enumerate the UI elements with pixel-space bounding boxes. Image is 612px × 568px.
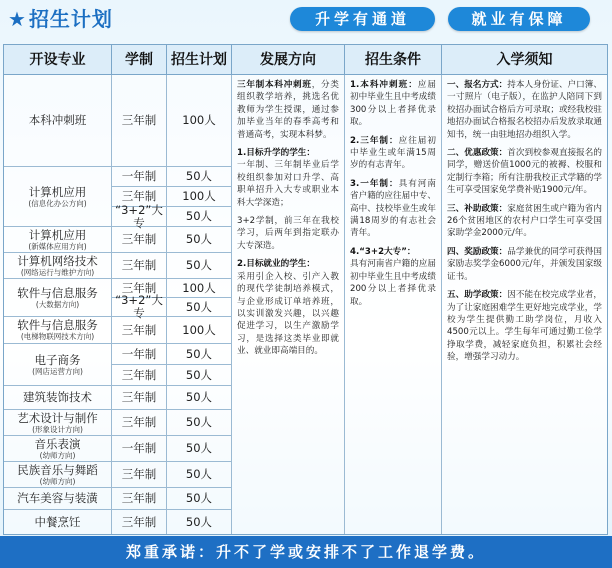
duration-cell: 三年制: [112, 75, 167, 167]
plan-cell: 50人: [167, 344, 232, 365]
duration-cell: 一年制: [112, 436, 167, 462]
duration-cell: 三年制: [112, 510, 167, 534]
plan-cell: 50人: [167, 436, 232, 462]
page-title: ★ 招生计划: [8, 7, 113, 31]
major-cell: 电子商务 (网店运营方向): [4, 344, 112, 386]
header-major: 开设专业: [4, 45, 112, 75]
duration-cell: “3+2”大专: [112, 298, 167, 317]
major-cell: 建筑装饰技术: [4, 386, 112, 410]
duration-cell: “3+2”大专: [112, 207, 167, 227]
major-cell: 汽车美容与装潢: [4, 488, 112, 510]
header-notice: 入学须知: [442, 45, 607, 75]
notice-cell: 一、报名方式：持本人身份证、户口簿、一寸照片（电子版），在监护人陪同下到校招办面试合格后方可录取；或经我校驻地招办面试合格报名校招办后发放录取通知书，统一由驻地招办组织入学。 二、优惠政策：首次到校参观直接报名的同学，赠送价值1000元的被褥、校服和定制行李箱；所有注册我校正式学籍的学生可享受国家免学费补贴1900元/年。 三、补助政策：家庭贫困生或户籍为省内26个贫困地区的农村户口学生可享受国家助学金2000元/年。 四、奖励政策：品学兼优的同学可获得国家励志奖学金6000元/年，并颁发国家级证书。 五、助学政策：因不能在校完成学业者，为了让家庭困难学生更好地完成学业，学校为学生提供勤工助学岗位，月收入4500元以上。学生每年可通过勤工俭学挣取学费，减轻家庭负担，积累社会经验，增强学习动力。: [447, 80, 602, 363]
plan-cell: 50人: [167, 253, 232, 279]
duration-cell: 三年制: [112, 365, 167, 386]
major-cell: 中餐烹饪: [4, 510, 112, 534]
header-conditions: 招生条件: [345, 45, 442, 75]
duration-cell: 三年制: [112, 279, 167, 298]
duration-cell: 三年制: [112, 462, 167, 488]
plan-cell: 50人: [167, 410, 232, 436]
major-cell: 软件与信息服务 (电梯物联网技术方向): [4, 317, 112, 344]
plan-cell: 50人: [167, 386, 232, 410]
plan-cell: 50人: [167, 462, 232, 488]
header-plan: 招生计划: [167, 45, 232, 75]
badge-promotion: 升学有通道: [290, 7, 435, 31]
duration-cell: 三年制: [112, 187, 167, 207]
badge-employment: 就业有保障: [448, 7, 590, 31]
major-cell: 本科冲刺班: [4, 75, 112, 167]
plan-cell: 50人: [167, 365, 232, 386]
major-cell: 计算机网络技术 (网络运行与维护方向): [4, 253, 112, 279]
development-cell: 三年制本科冲刺班，分类组织教学培养，挑选名优教师为学生授课，通过参加毕业当年的春季高考和普通高考，实现本科梦。 1.目标升学的学生： 一年制、三年制毕业后学校组织参加对口升学、高职单招升入大专或职业本科大学深造； 3+2学制，前三年在我校学习，后两年到指定联办大专深造。 2.目标就业的学生： 采用引企入校、引产入教的现代学徒制培养模式，与企业形成订单培养班，以实训激发兴趣，以兴趣促进学习，以生产激励学习，是选择这类毕业即就业、就业即高端目的。: [232, 75, 345, 534]
plan-cell: 50人: [167, 510, 232, 534]
header-duration: 学制: [112, 45, 167, 75]
major-cell: 软件与信息服务 (大数据方向): [4, 279, 112, 317]
footer-promise: 郑重承诺：升不了学或安排不了工作退学费。: [0, 536, 612, 568]
plan-cell: 50人: [167, 298, 232, 317]
duration-cell: 三年制: [112, 253, 167, 279]
duration-cell: 一年制: [112, 344, 167, 365]
conditions-cell: 1.本科冲刺班：应届初中毕业生且中考成绩300分以上者择优录取。 2.三年制：应往届初中毕业生或年满15周岁的有志青年。 3.一年制：具有河南省户籍的应往届中专、高中、技校毕业生或年满18周岁的有志社会青年。 4.“3+2大专”： 具有河南省户籍的应届初中毕业生且中考成绩200分以上者择优录取。: [345, 75, 442, 534]
plan-cell: 100人: [167, 317, 232, 344]
major-cell: 民族音乐与舞蹈 (幼师方向): [4, 462, 112, 488]
plan-cell: 50人: [167, 207, 232, 227]
major-cell: 计算机应用 (信息化办公方向): [4, 167, 112, 227]
duration-cell: 三年制: [112, 410, 167, 436]
duration-cell: 一年制: [112, 167, 167, 187]
star-icon: ★: [8, 7, 27, 31]
major-cell: 音乐表演 (幼师方向): [4, 436, 112, 462]
plan-cell: 50人: [167, 488, 232, 510]
duration-cell: 三年制: [112, 317, 167, 344]
header-direction: 发展方向: [232, 45, 345, 75]
plan-cell: 50人: [167, 227, 232, 253]
duration-cell: 三年制: [112, 227, 167, 253]
major-cell: 计算机应用 (新媒体应用方向): [4, 227, 112, 253]
duration-cell: 三年制: [112, 386, 167, 410]
duration-cell: 三年制: [112, 488, 167, 510]
plan-cell: 100人: [167, 187, 232, 207]
plan-cell: 50人: [167, 167, 232, 187]
plan-cell: 100人: [167, 75, 232, 167]
major-cell: 艺术设计与制作 (形象设计方向): [4, 410, 112, 436]
enrollment-table: [3, 44, 608, 535]
plan-cell: 100人: [167, 279, 232, 298]
